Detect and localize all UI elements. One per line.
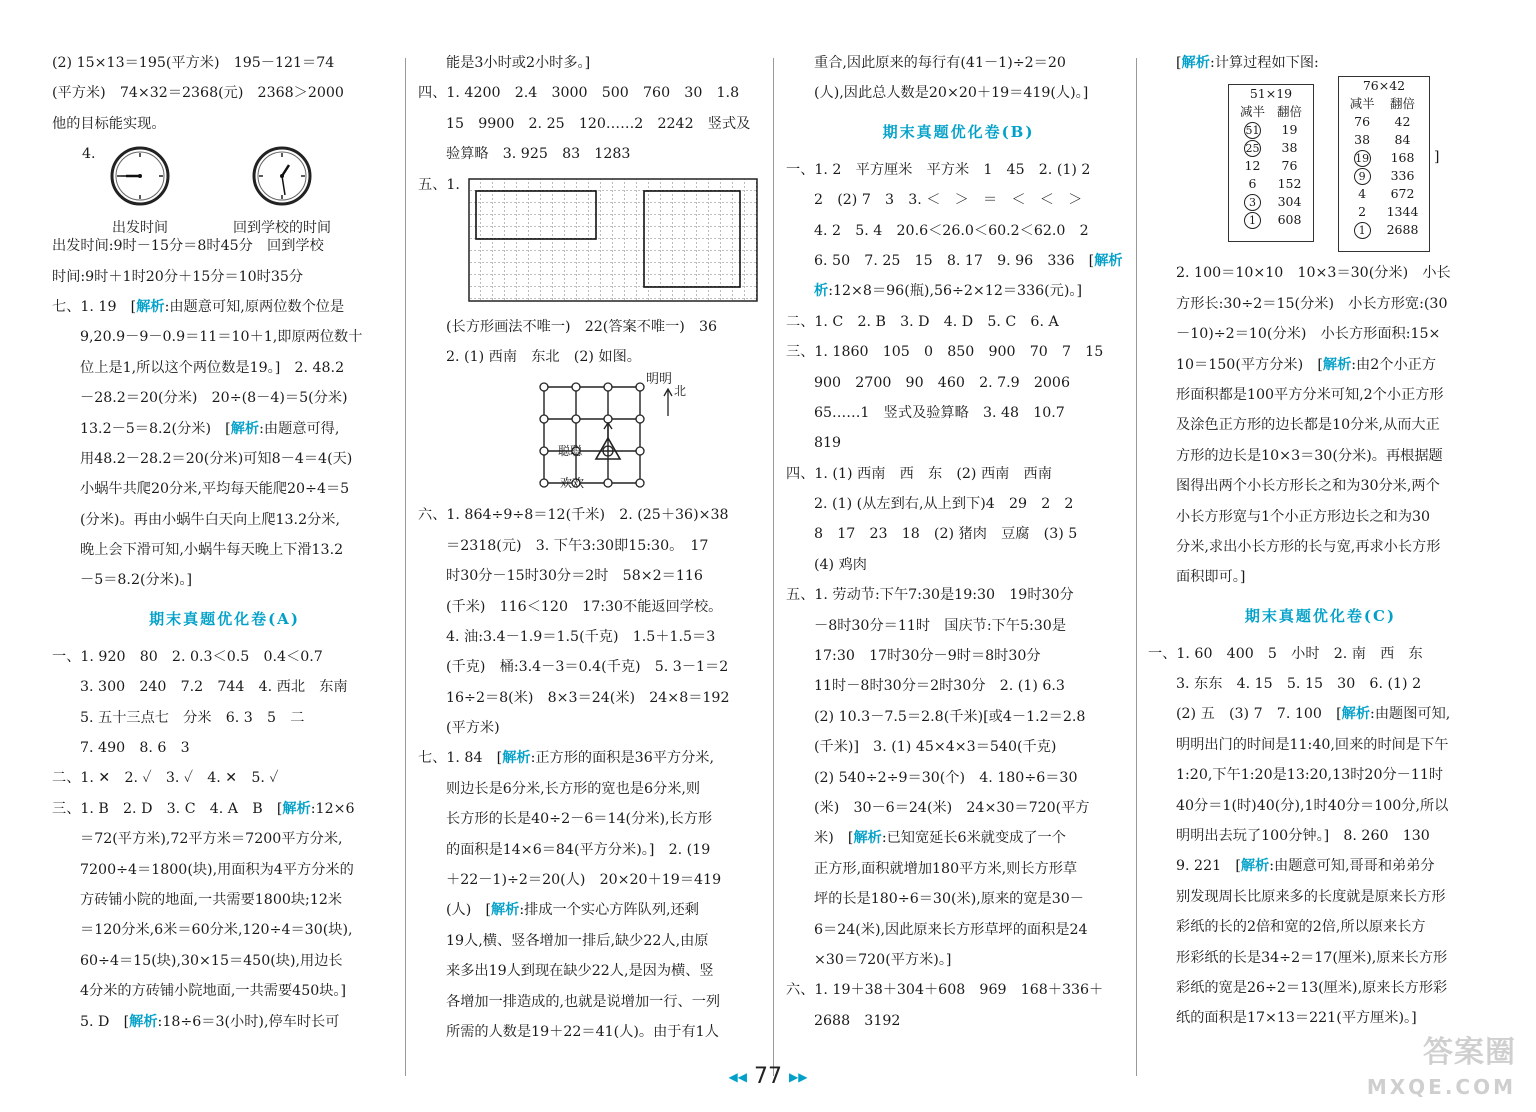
text-line: 4分米的方砖铺小院地面,一共需要450块。] [80,983,347,1000]
text-line: 彩纸的宽是26÷2＝13(厘米),原来长方形彩 [1176,979,1448,996]
text-line: 四、1. (1) 西南 西 东 (2) 西南 西南 [786,465,1052,482]
text-line: 2. 100＝10×10 10×3＝30(分米) 小长 [1176,265,1451,282]
text-line: 16÷2＝8(米) 8×3＝24(米) 24×8＝192 [446,689,730,706]
clock-icon [251,145,313,207]
text-line: 819 [814,435,842,452]
text-line: 的面积是14×6＝84(平方分米)。] 2. (19 [446,841,711,858]
text-line: (长方形画法不唯一) 22(答案不唯一) 36 [446,318,718,335]
text-line: 7200÷4＝1800(块),用面积为4平方分米的 [80,861,354,878]
text-line: 3. 东东 4. 15 5. 15 30 6. (1) 2 [1176,676,1422,693]
calc-cell: 3 [1244,194,1261,211]
text-line: 所需的人数是19＋22＝41(人)。由于有1人 [446,1023,719,1040]
text-line: 及涂色正方形的边长都是10分米,从而大正 [1176,417,1440,434]
text-block [418,774,766,896]
calc-title: 51×19 [1249,86,1293,102]
question-number: 4. [82,146,96,163]
text-line: 65……1 竖式及验算略 3. 48 10.7 [814,404,1065,421]
text-line: 19人,横、竖各增加一排后,缺少22人,由原 [446,932,709,949]
calc-cell: 1 [1354,222,1371,239]
column-2 [418,48,766,1047]
calc-row [1344,131,1425,149]
text-line: 6. 50 7. 25 15 8. 17 9. 96 336 [解析 [814,252,1123,269]
text-line: 来多出19人到现在缺少22人,是因为横、竖 [446,963,714,980]
text-block [1148,380,1493,593]
calc-cell: 76 [1281,158,1298,174]
calc-header: 减半 [1239,104,1265,120]
calc-row [1344,113,1425,131]
map-label-congcong: 聪聪 [558,444,583,459]
text-line: (分米)。再由小蜗牛白天向上爬13.2分米, [80,511,340,528]
calc-box-51x19 [1228,84,1314,242]
calc-header: 减半 [1349,96,1375,112]
text-line: (千米)] 3. (1) 45×4×3＝540(千克) [814,739,1057,756]
calc-cell: 19 [1281,122,1298,138]
text-block [786,307,1131,824]
calc-cell: 1 [1244,212,1261,229]
prev-arrows-icon: ◀◀ [728,1070,747,1084]
text-line: 彩纸的长的2倍和宽的2倍,所以原来长方 [1176,919,1426,936]
text-block [52,444,397,596]
text-line: 方形的边长是10×3＝30(分米)。再根据题 [1176,447,1443,464]
calc-cell: 168 [1390,150,1415,166]
text-line: 15 9900 2. 25 120……2 2242 竖式及 [446,115,751,132]
text-line: 位上是1,所以这个两位数是19。] 2. 48.2 [80,359,345,376]
text-line: 40分＝1(时)40(分),1时40分＝100分,所以 [1176,797,1449,814]
clock-caption: 回到学校的时间 [233,219,331,236]
calc-cell: 304 [1277,194,1302,210]
text-line: 二、1. C 2. B 3. D 4. D 5. C 6. A [786,313,1059,330]
calc-table [1344,95,1425,239]
calc-cell: 84 [1394,132,1411,148]
text-block [1148,882,1493,1034]
page-number-value: 77 [754,1064,782,1089]
text-line: 别发现周长比原来多的长度就是原来长方形 [1176,888,1446,905]
calc-cell: 51 [1245,124,1260,138]
return-clock [222,145,342,236]
calc-row [1344,167,1425,185]
text-line: －5＝8.2(分米)。] [80,572,193,589]
section-title: 期末真题优化卷(C) [1244,606,1397,625]
column-4 [1148,48,1493,1034]
text-line: 小长方形宽与1个小正方形边长之和为30 [1176,508,1431,525]
text-block [1148,639,1493,700]
text-line: 2. (1) 西南 东北 (2) 如图。 [446,348,641,365]
text-line: 5. D [解析:18÷6＝3(小时),停车时长可 [80,1013,340,1030]
text-line: 2 (2) 7 3 3. ＜ ＞ ＝ ＜ ＜ ＞ [814,192,1083,209]
calc-cell: 25 [1245,142,1260,156]
text-line: 明明出门的时间是11:40,回来的时间是下午 [1176,736,1449,753]
text-line: 析:12×8＝96(瓶),56÷2×12＝336(元)。] [814,283,1083,300]
calc-cell: 6 [1248,176,1257,192]
calc-header: 翻倍 [1277,104,1303,120]
calc-cell: 38 [1281,140,1298,156]
watermark-url: MXQE.COM [1366,1075,1516,1099]
text-line: 时30分－15时30分＝2时 58×2＝116 [446,568,703,585]
text-line: 8 17 23 18 (2) 猪肉 豆腐 (3) 5 [814,526,1078,543]
text-block [1148,258,1493,349]
text-line: 6＝24(米),因此原来长方形草坪的面积是24 [814,921,1088,938]
text-line: 四、1. 4200 2.4 3000 500 760 30 1.8 [418,85,740,102]
text-line: 9. 221 [解析:由题意可知,哥哥和弟弟分 [1176,858,1435,875]
text-line: 明明出去玩了100分钟。] 8. 260 130 [1176,828,1430,845]
text-line: 六、1. 19＋38＋304＋608 969 168＋336＋ [786,982,1104,999]
text-line: 米) [解析:已知宽延长6米就变成了一个 [814,830,1066,847]
column-3 [786,48,1131,1036]
text-line: (千米) 116＜120 17:30不能返回学校。 [446,598,723,615]
text-line: 出发时间:9时－15分＝8时45分 回到学校 [52,238,324,255]
text-line: 小蜗牛共爬20分米,平均每天能爬20÷4＝5 [80,481,350,498]
text-block [52,322,397,413]
text-line: (平方米) [446,720,500,737]
calc-cell: 336 [1390,168,1415,184]
page-number [0,1064,1536,1089]
text-line: 5. 五十三点七 分米 6. 3 5 二 [80,709,305,726]
text-line: 面积即可。] [1176,569,1246,586]
calc-cell: 4 [1358,186,1367,202]
text-line: 六、1. 864÷9÷8＝12(千米) 2. (25＋36)×38 [418,507,729,524]
text-line: (2) 10.3－7.5＝2.8(千米)[或4－1.2＝2.8 [814,708,1086,725]
text-block [1148,730,1493,852]
text-line: －8时30分＝11时 国庆节:下午5:30是 [814,617,1067,634]
text-line: 时间:9时＋1时20分＋15分＝10时35分 [52,268,304,285]
calc-row [1234,211,1308,229]
text-line: 验算略 3. 925 83 1283 [446,146,631,163]
text-line: 五、1. 劳动节:下午7:30是19:30 19时30分 [786,587,1074,604]
calc-cell: 152 [1277,176,1302,192]
text-line: 一、1. 2 平方厘米 平方米 1 45 2. (1) 2 [786,161,1091,178]
text-line: 重合,因此原来的每行有(41－1)÷2＝20 [814,55,1066,71]
text-line: 各增加一排造成的,也就是说增加一行、一列 [446,993,721,1010]
text-line: 图得出两个小长方形长之和为30分米,两个 [1176,478,1440,495]
calc-row [1344,221,1425,239]
text-line: 方砖铺小院的地面,一共需要1800块;12米 [80,891,343,908]
text-line: 则边长是6分米,长方形的宽也是6分米,则 [446,780,701,797]
text-block [786,155,1131,246]
text-line: 2688 3192 [814,1012,901,1029]
text-block [52,48,397,139]
text-line: 七、1. 84 [解析:正方形的面积是36平方分米, [418,750,714,767]
section-title: 期末真题优化卷(A) [149,609,300,628]
calc-row [1234,139,1308,157]
map-label-huanhuan: 欢欢 [560,476,585,491]
text-block [52,642,397,794]
text-line: 4. 2 5. 4 20.6＜26.0＜60.2＜62.0 2 [814,222,1089,239]
text-block [786,48,1131,109]
text-line: 一、1. 920 80 2. 0.3＜0.5 0.4＜0.7 [52,648,323,665]
question-number: 五、1. [418,176,460,193]
text-line: 17:30 17时30分－9时＝8时30分 [814,648,1041,665]
text-line: (人) [解析:排成一个实心方阵队列,还剩 [446,902,699,919]
text-block [418,312,766,373]
text-line: 60÷4＝15(块),30×15＝450(块),用边长 [80,952,343,969]
text-line: 二、1. ✕ 2. ✓ 3. ✓ 4. ✕ 5. ✓ [52,770,279,787]
calc-row [1234,157,1308,175]
column-divider [405,58,406,1076]
calc-row [1344,149,1425,167]
grid-figure [418,170,766,312]
text-line: (2) 五 (3) 7 7. 100 [解析:由题图可知, [1176,706,1451,723]
map-grid [518,372,718,496]
calc-cell: 1344 [1386,204,1419,220]
departure-clock [100,145,180,236]
text-line: 分米,求出小长方形的长与宽,再求小长方形 [1176,538,1441,555]
column-1 [52,48,397,1037]
calc-box-76x42 [1338,76,1430,252]
calc-cell: 2688 [1386,222,1419,238]
calc-cell: 2 [1358,204,1367,220]
calc-header: 翻倍 [1389,96,1415,112]
map-label-north: 北 [674,384,687,399]
text-line: 4. 油:3.4－1.9＝1.5(千克) 1.5＋1.5＝3 [446,628,716,645]
clock-icon [109,145,171,207]
text-line: 纸的面积是17×13＝221(平方厘米)。] [1176,1010,1417,1027]
text-line: 七、1. 19 [解析:由题意可知,原两位数个位是 [52,298,345,315]
calc-cell: 76 [1354,114,1371,130]
calc-cell: 672 [1390,186,1415,202]
map-label-mingming: 明明 [646,372,673,388]
column-divider [773,58,774,1076]
text-line: 1:20,下午1:20是13:20,13时20分－11时 [1176,767,1444,784]
text-line: 9,20.9－9－0.9＝11＝10＋1,即原两位数十 [80,329,363,346]
bracket-mark: ] [1434,149,1440,166]
text-block [418,48,766,170]
text-line: ×30＝720(平方米)。] [814,951,952,968]
text-line: 方形长:30÷2＝15(分米) 小长方形宽:(30 [1176,295,1448,312]
text-line: (米) 30－6＝24(米) 24×30＝720(平方 [814,799,1090,816]
text-line: ＝2318(元) 3. 下午3:30即15:30。 17 [446,537,709,554]
text-line: 7. 490 8. 6 3 [80,740,190,757]
text-line: 晚上会下滑可知,小蜗牛每天晚上下滑13.2 [80,542,344,559]
text-line: 他的目标能实现。 [52,115,166,132]
text-line: 坪的长是180÷6＝30(米),原来的宽是30－ [814,891,1084,908]
calc-row [1344,185,1425,203]
text-line: [解析:计算过程如下图: [1176,55,1319,71]
text-line: 10＝150(平方分米) [解析:由2个小正方 [1176,356,1437,373]
text-line: ＝120分米,6米＝60分米,120÷4＝30(块), [80,922,353,939]
calc-row [1234,121,1308,139]
text-line: 11时－8时30分＝2时30分 2. (1) 6.3 [814,678,1065,695]
clock-figure [52,139,397,236]
text-line: 900 2700 90 460 2. 7.9 2006 [814,374,1070,391]
text-line: 13.2－5＝8.2(分米) [解析:由题意可得, [80,420,340,437]
watermark-text: 答案圈 [1423,1035,1516,1070]
next-arrows-icon: ▶▶ [789,1070,808,1084]
calc-cell: 42 [1394,114,1411,130]
rectangle-grid [468,178,758,304]
calc-row [1344,203,1425,221]
text-block [52,824,397,1006]
text-block [52,231,397,292]
text-line: 2. (1) (从左到右,从上到下)4 29 2 2 [814,496,1074,513]
calc-cell: 38 [1354,132,1371,148]
text-line: －28.2＝20(分米) 20÷(8－4)＝5(分米) [80,390,348,407]
text-block [418,926,766,1048]
calc-title: 76×42 [1362,78,1406,94]
column-divider [1136,58,1137,1076]
text-line: (2) 540÷2÷9＝30(个) 4. 180÷6＝30 [814,769,1078,786]
clock-caption: 出发时间 [112,219,168,236]
calc-row [1234,193,1308,211]
calc-row [1234,175,1308,193]
text-line: 能是3小时或2小时多。] [446,55,591,71]
text-line: (千克) 桶:3.4－3＝0.4(千克) 5. 3－1＝2 [446,659,729,676]
text-line: 一、1. 60 400 5 小时 2. 南 西 东 [1148,645,1423,662]
calc-table [1234,103,1308,229]
direction-map [418,372,766,500]
text-line: 三、1. 1860 105 0 850 900 70 7 15 [786,344,1104,361]
text-line: ＝72(平方米),72平方米＝7200平方分米, [80,831,343,848]
calc-cell: 9 [1354,168,1371,185]
text-line: (人),因此总人数是20×20＋19＝419(人)。] [814,85,1089,102]
text-line: (4) 鸡肉 [814,556,867,573]
section-title: 期末真题优化卷(B) [882,122,1035,141]
calc-cell: 12 [1244,158,1261,174]
text-line: (2) 15×13＝195(平方米) 195－121＝74 [52,55,335,71]
text-line: 长方形的长是40÷2－6＝14(分米),长方形 [446,811,713,828]
text-line: (平方米) 74×32＝2368(元) 2368＞2000 [52,85,344,102]
text-line: 正方形,面积就增加180平方米,则长方形草 [814,860,1078,877]
watermark [1367,1036,1516,1104]
calc-cell: 19 [1355,152,1370,166]
text-line: 形彩纸的长是34÷2＝17(厘米),原来长方形 [1176,949,1448,966]
calculation-figure [1148,78,1493,258]
calc-cell: 608 [1277,212,1302,228]
text-line: 形面积都是100平方分米可知,2个小正方形 [1176,386,1444,403]
text-line: 三、1. B 2. D 3. C 4. A B [解析:12×6 [52,800,355,817]
text-block [418,500,766,743]
text-line: －10)÷2＝10(分米) 小长方形面积:15× [1176,326,1441,343]
text-line: 3. 300 240 7.2 744 4. 西北 东南 [80,679,348,696]
text-line: ＋22－1)÷2＝20(人) 20×20＋19＝419 [446,872,722,889]
text-block [786,854,1131,1036]
text-line: 用48.2－28.2＝20(分米)可知8－4＝4(天) [80,450,353,467]
